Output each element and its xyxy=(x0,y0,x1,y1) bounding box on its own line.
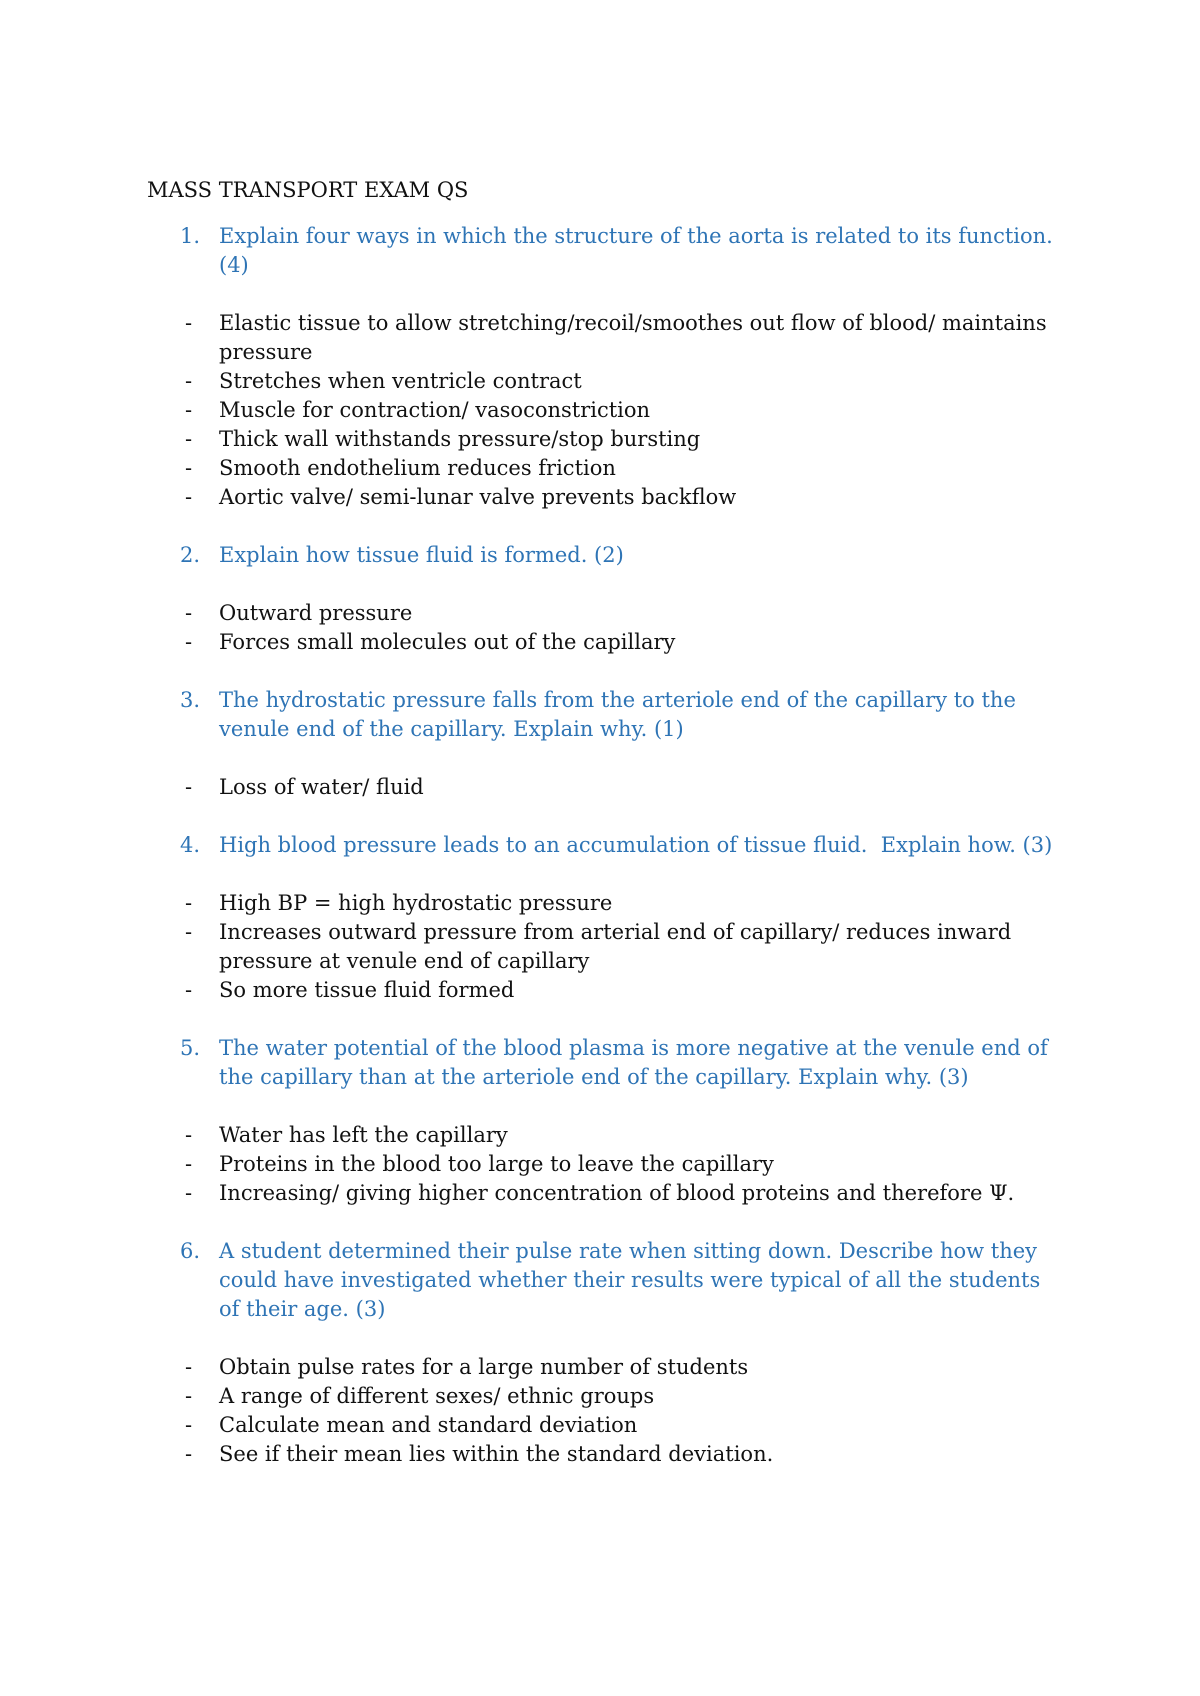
bullet-dash: - xyxy=(185,630,193,654)
bullet-dash: - xyxy=(185,978,193,1002)
bullet-dash: - xyxy=(185,920,193,944)
document-title: MASS TRANSPORT EXAM QS xyxy=(147,178,469,202)
bullet-dash: - xyxy=(185,311,193,335)
answer-text: Elastic tissue to allow stretching/recoil/smoothes out flow of blood/ maintains pressure xyxy=(219,311,1047,364)
bullet-dash: - xyxy=(185,775,193,799)
bullet-dash: - xyxy=(185,456,193,480)
question-text: Explain four ways in which the structure of the aorta is related to its function. (4) xyxy=(219,224,1053,277)
answer-item xyxy=(147,889,1067,918)
question-text: The hydrostatic pressure falls from the arteriole end of the capillary to the venule end of the capillary. Explain why. (1) xyxy=(219,688,1016,741)
answer-text: Increases outward pressure from arterial end of capillary/ reduces inward pressure at venule end of capillary xyxy=(219,920,1012,973)
bullet-dash: - xyxy=(185,398,193,422)
answer-text: So more tissue fluid formed xyxy=(219,978,515,1002)
question-number: 1. xyxy=(180,224,201,248)
question-block-6 xyxy=(147,1237,1067,1469)
answer-text: Thick wall withstands pressure/stop bursting xyxy=(219,427,701,451)
answer-item xyxy=(147,1382,1067,1411)
answer-list-3 xyxy=(147,773,1067,802)
answer-list-2 xyxy=(147,599,1067,657)
answer-text: Smooth endothelium reduces friction xyxy=(219,456,616,480)
answer-item xyxy=(147,309,1067,367)
question-text: Explain how tissue fluid is formed. (2) xyxy=(219,543,624,567)
bullet-dash: - xyxy=(185,891,193,915)
answer-item xyxy=(147,425,1067,454)
question-text: High blood pressure leads to an accumulation of tissue fluid. Explain how. (3) xyxy=(219,833,1053,857)
answer-item xyxy=(147,773,1067,802)
answer-item xyxy=(147,1150,1067,1179)
answer-text: Outward pressure xyxy=(219,601,413,625)
answer-item xyxy=(147,1353,1067,1382)
answer-list-1 xyxy=(147,309,1067,512)
bullet-dash: - xyxy=(185,1355,193,1379)
answer-list-5 xyxy=(147,1121,1067,1208)
answer-item xyxy=(147,1121,1067,1150)
bullet-dash: - xyxy=(185,369,193,393)
question-text: A student determined their pulse rate when sitting down. Describe how they could have investigated whether their results were typical of all the students of their age. (3) xyxy=(219,1239,1041,1321)
answer-text: Proteins in the blood too large to leave the capillary xyxy=(219,1152,774,1176)
question-2 xyxy=(147,541,1067,570)
bullet-dash: - xyxy=(185,1152,193,1176)
answer-text: Stretches when ventricle contract xyxy=(219,369,582,393)
question-6 xyxy=(147,1237,1067,1324)
bullet-dash: - xyxy=(185,427,193,451)
answer-text: Water has left the capillary xyxy=(219,1123,508,1147)
answer-item xyxy=(147,976,1067,1005)
answer-item xyxy=(147,454,1067,483)
answer-text: High BP = high hydrostatic pressure xyxy=(219,891,613,915)
answer-text: Loss of water/ fluid xyxy=(219,775,424,799)
answer-item xyxy=(147,483,1067,512)
question-number: 4. xyxy=(180,833,201,857)
question-number: 3. xyxy=(180,688,201,712)
question-text: The water potential of the blood plasma is more negative at the venule end of the capillary than at the arteriole end of the capillary. Explain why. (3) xyxy=(219,1036,1048,1089)
answer-text: Muscle for contraction/ vasoconstriction xyxy=(219,398,651,422)
answer-item xyxy=(147,599,1067,628)
answer-item xyxy=(147,367,1067,396)
question-block-5 xyxy=(147,1034,1067,1208)
question-5 xyxy=(147,1034,1067,1092)
question-4 xyxy=(147,831,1067,860)
answer-item xyxy=(147,396,1067,425)
question-block-3 xyxy=(147,686,1067,802)
bullet-dash: - xyxy=(185,1181,193,1205)
bullet-dash: - xyxy=(185,1384,193,1408)
answer-text: See if their mean lies within the standard deviation. xyxy=(219,1442,774,1466)
answer-text: Increasing/ giving higher concentration of blood proteins and therefore Ψ. xyxy=(219,1181,1015,1205)
question-3 xyxy=(147,686,1067,744)
answer-list-4 xyxy=(147,889,1067,1005)
question-1 xyxy=(147,222,1067,280)
answer-text: Obtain pulse rates for a large number of students xyxy=(219,1355,749,1379)
question-block-2 xyxy=(147,541,1067,657)
document-content xyxy=(147,176,1067,1498)
answer-text: Aortic valve/ semi-lunar valve prevents backflow xyxy=(219,485,737,509)
answer-text: Forces small molecules out of the capillary xyxy=(219,630,676,654)
answer-item xyxy=(147,1440,1067,1469)
answer-item xyxy=(147,918,1067,976)
answer-item xyxy=(147,1179,1067,1208)
answer-text: Calculate mean and standard deviation xyxy=(219,1413,638,1437)
bullet-dash: - xyxy=(185,485,193,509)
question-number: 5. xyxy=(180,1036,201,1060)
bullet-dash: - xyxy=(185,1442,193,1466)
answer-list-6 xyxy=(147,1353,1067,1469)
answer-item xyxy=(147,628,1067,657)
question-number: 6. xyxy=(180,1239,201,1263)
question-number: 2. xyxy=(180,543,201,567)
answer-text: A range of different sexes/ ethnic groups xyxy=(219,1384,655,1408)
bullet-dash: - xyxy=(185,1413,193,1437)
question-block-1 xyxy=(147,222,1067,512)
bullet-dash: - xyxy=(185,1123,193,1147)
bullet-dash: - xyxy=(185,601,193,625)
answer-item xyxy=(147,1411,1067,1440)
question-block-4 xyxy=(147,831,1067,1005)
